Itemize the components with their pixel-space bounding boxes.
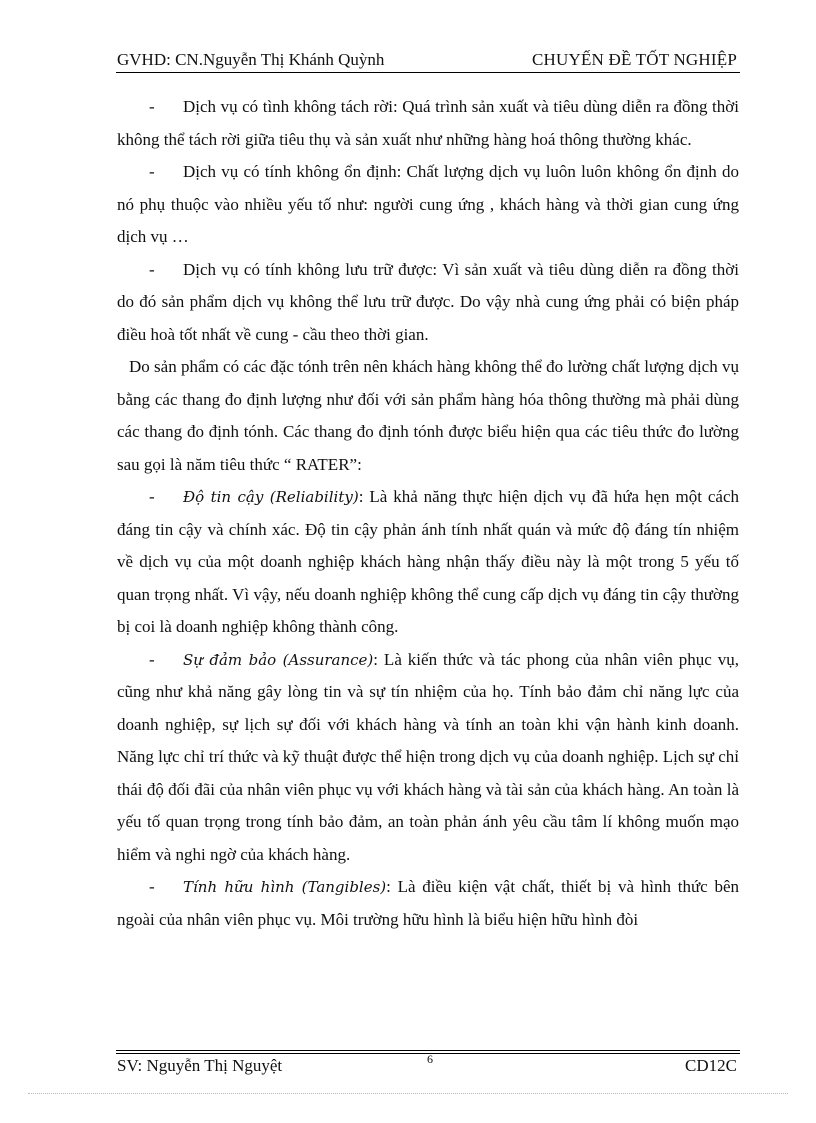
bullet-dash: -	[149, 877, 155, 896]
bullet-dash: -	[149, 649, 155, 669]
header-divider	[116, 72, 740, 73]
bullet-dash: -	[149, 162, 155, 181]
header-title: CHUYẾN ĐỀ TỐT NGHIỆP	[531, 50, 737, 69]
paragraph	[117, 156, 739, 254]
paragraph	[117, 871, 739, 936]
paragraph	[117, 351, 739, 481]
paragraph-text: : Là điều kiện vật chất, thiết bị và hình thức bên ngoài của nhân viên phục vụ. Môi trường hữu hình là biểu hiện hữu hình đòi	[117, 877, 739, 929]
page-footer	[117, 1052, 739, 1078]
italic-term: Độ tin cậy (Reliability)	[183, 488, 359, 506]
paragraph-text: : Là kiến thức và tác phong của nhân viên phục vụ, cũng như khả năng gây lòng tin và sự tín nhiệm của họ. Tính bảo đảm chỉ năng lực của doanh nghiệp, sự lịch sự đối với khách hàng và tính an toàn khi vận hành kinh doanh. Năng lực chỉ trí thức và kỹ thuật được thể hiện trong dịch vụ của doanh nghiệp. Lịch sự chỉ thái độ đối đãi của nhân viên phục vụ với khách hàng và tài sản của khách hàng. An toàn là yếu tố quan trọng trong tính bảo đảm, an toàn phản ánh yêu cầu tâm lí không muốn mạo hiểm và nghi ngờ của khách hàng.	[117, 649, 739, 864]
paragraph	[117, 481, 739, 644]
paragraph-text: Do sản phẩm có các đặc tónh trên nên khách hàng không thể đo lường chất lượng dịch vụ bằng các thang đo định lượng như đối với sản phẩm hàng hóa thông thường mà phải dùng các thang đo định tónh. Các thang đo định tónh được biểu hiện qua các tiêu thức đo lường sau gọi là năm tiêu thức “ RATER”:	[117, 357, 739, 474]
paragraph-text: Dịch vụ có tính không ổn định: Chất lượng dịch vụ luôn luôn không ổn định do nó phụ thuộc vào nhiều yếu tố như: người cung ứng , khách hàng và thời gian cung ứng dịch vụ …	[117, 162, 739, 246]
footer-student: SV: Nguyễn Thị Nguyệt	[117, 1056, 283, 1075]
paragraph	[117, 644, 739, 872]
page-number: 6	[427, 1052, 433, 1066]
document-body	[117, 91, 739, 936]
paragraph-text: Dịch vụ có tính không lưu trữ được: Vì sản xuất và tiêu dùng diễn ra đồng thời do đó sản phẩm dịch vụ không thể lưu trữ được. Do vậy nhà cung ứng phải có biện pháp điều hoà tốt nhất về cung - cầu theo thời gian.	[117, 259, 739, 344]
bullet-dash: -	[149, 259, 155, 279]
bullet-dash: -	[149, 487, 155, 506]
italic-term: Sự đảm bảo (Assurance)	[183, 650, 374, 669]
footer-class: CD12C	[685, 1056, 737, 1075]
page-header	[117, 50, 739, 72]
header-advisor: GVHD: CN.Nguyễn Thị Khánh Quỳnh	[117, 50, 385, 69]
paragraph	[117, 254, 739, 352]
paragraph-text: : Là khả năng thực hiện dịch vụ đã hứa hẹn một cách đáng tin cậy và chính xác. Độ tin cậy phản ánh tính nhất quán và mức độ đáng tín nhiệm về dịch vụ của một doanh nghiệp khách hàng nhận thấy điều này là một trong 5 yếu tố quan trọng nhất. Vì vậy, nếu doanh nghiệp không thể cung cấp dịch vụ đáng tin cậy thường bị coi là doanh nghiệp không thành công.	[117, 487, 739, 636]
page-boundary	[28, 1093, 788, 1094]
bullet-dash: -	[149, 97, 155, 116]
footer-divider	[116, 1050, 740, 1051]
italic-term: Tính hữu hình (Tangibles)	[183, 878, 387, 896]
paragraph-text: Dịch vụ có tình không tách rời: Quá trình sản xuất và tiêu dùng diễn ra đồng thời không thể tách rời giữa tiêu thụ và sản xuất như những hàng hoá thông thường khác.	[117, 97, 739, 149]
paragraph	[117, 91, 739, 156]
